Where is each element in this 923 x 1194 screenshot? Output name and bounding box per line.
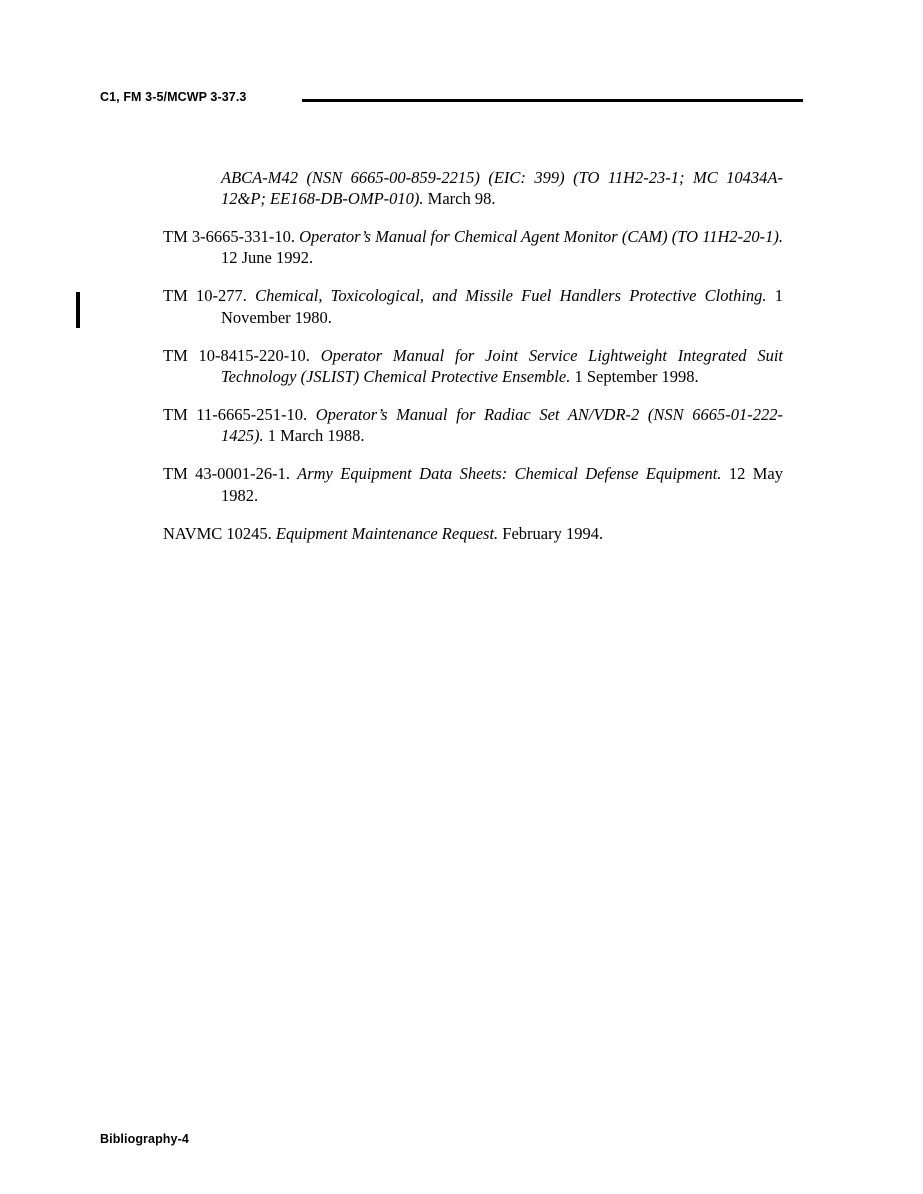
entry-identifier: TM 10-8415-220-10. xyxy=(163,345,310,365)
entry-identifier: TM 10-277. xyxy=(163,286,247,306)
entry-date: March 98. xyxy=(423,188,496,208)
entry-title: Operator Manual for Joint Service Lightweight Integrated Suit Technology (JSLIST) Chemical Protective Ensemble. xyxy=(221,345,783,387)
entry-date: 12 June 1992. xyxy=(221,248,314,268)
entry-title: Equipment Maintenance Request. xyxy=(271,523,499,543)
bibliography-entry xyxy=(163,285,783,328)
entry-identifier: TM 3-6665-331-10. xyxy=(163,226,295,246)
bibliography-entry xyxy=(163,167,783,210)
entry-title: Operator’s Manual for Chemical Agent Monitor (CAM) (TO 11H2-20-1). xyxy=(295,226,783,246)
bibliography-entry xyxy=(163,463,783,506)
footer-page-label: Bibliography-4 xyxy=(100,1132,189,1146)
bibliography-entry xyxy=(163,345,783,388)
header-manual-identifier: C1, FM 3-5/MCWP 3-37.3 xyxy=(100,90,247,104)
bibliography-entry-list xyxy=(163,150,783,544)
bibliography-entry xyxy=(163,404,783,447)
bibliography-entry xyxy=(163,523,783,544)
entry-identifier: TM 11-6665-251-10. xyxy=(163,405,308,424)
page-header xyxy=(100,90,803,110)
entry-title: Chemical, Toxicological, and Missile Fuel Handlers Protective Clothing. xyxy=(246,286,767,306)
change-bar-marker xyxy=(76,292,80,328)
entry-title: Army Equipment Data Sheets: Chemical Defense Equipment. xyxy=(290,464,722,484)
entry-date: 12 May 1982. xyxy=(221,464,783,505)
entry-identifier: TM 43-0001-26-1. xyxy=(163,464,291,484)
entry-date: 1 November 1980. xyxy=(221,286,784,327)
bibliography-entry xyxy=(163,226,783,269)
entry-date: February 1994. xyxy=(498,523,604,543)
entry-date: 1 September 1998. xyxy=(570,367,699,387)
entry-identifier: NAVMC 10245. xyxy=(163,523,272,543)
entry-date: 1 March 1988. xyxy=(263,426,365,446)
entry-title: ABCA-M42 (NSN 6665-00-859-2215) (EIC: 399) (TO 11H2-23-1; MC 10434A-12&P; EE168-DB-OMP-010). xyxy=(221,167,783,208)
header-rule xyxy=(302,99,803,102)
entry-title: Operator’s Manual for Radiac Set AN/VDR-2 (NSN 6665-01-222-1425). xyxy=(221,405,784,446)
